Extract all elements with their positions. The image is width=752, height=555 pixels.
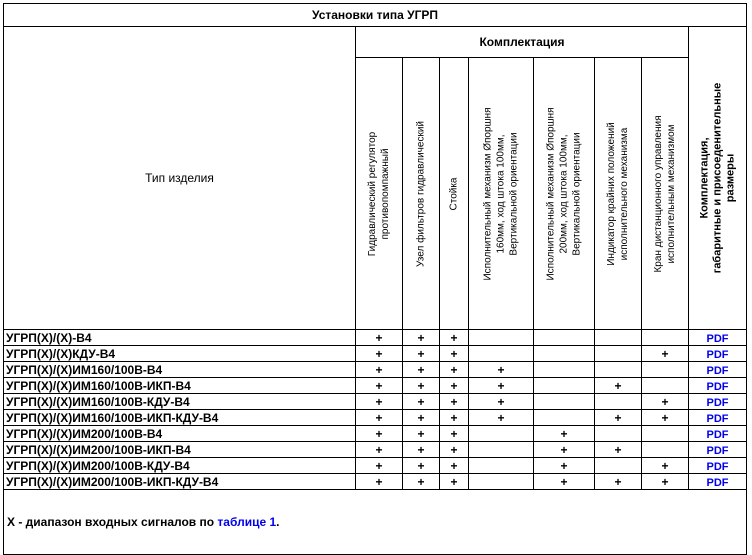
docs-column-label: Комплектация, габаритные и присоеденительные размеры <box>698 82 736 274</box>
table-1-link[interactable]: таблице 1 <box>217 515 277 529</box>
included-mark <box>595 330 642 346</box>
included-mark: + <box>356 346 403 362</box>
included-mark <box>642 362 689 378</box>
pdf-link[interactable]: PDF <box>706 460 729 473</box>
pdf-cell <box>689 378 747 394</box>
included-mark: + <box>440 330 469 346</box>
product-type-header: Тип изделия <box>4 27 356 330</box>
pdf-cell <box>689 442 747 458</box>
column-header-stand <box>440 58 469 330</box>
included-mark: + <box>642 410 689 426</box>
pdf-link[interactable]: PDF <box>706 412 729 425</box>
pdf-link[interactable]: PDF <box>706 444 729 457</box>
table-row <box>4 378 747 394</box>
table-row <box>4 474 747 490</box>
included-mark <box>469 426 534 442</box>
included-mark <box>595 346 642 362</box>
table-title: Установки типа УГРП <box>4 4 747 27</box>
column-header-label: Кран дистанционного управления исполнительным механизмом <box>653 115 677 273</box>
included-mark: + <box>356 378 403 394</box>
included-mark <box>534 394 595 410</box>
included-mark: + <box>356 394 403 410</box>
pdf-cell <box>689 362 747 378</box>
included-mark: + <box>642 474 689 490</box>
table-row <box>4 410 747 426</box>
included-mark <box>534 362 595 378</box>
column-header-label: Стойка <box>448 177 460 210</box>
included-mark <box>469 474 534 490</box>
product-type-name: УГРП(Х)/(Х)ИМ160/100В-В4 <box>4 362 356 378</box>
included-mark: + <box>356 410 403 426</box>
table-row <box>4 426 747 442</box>
included-mark: + <box>403 458 440 474</box>
table-row <box>4 362 747 378</box>
pdf-cell <box>689 458 747 474</box>
column-header-label: Исполнительный механизм Øпоршня 160мм, ход штока 100мм, Вертикальной ориентации <box>482 107 520 280</box>
included-mark <box>595 426 642 442</box>
table-row <box>4 330 747 346</box>
column-header-remote-valve <box>642 58 689 330</box>
pdf-link[interactable]: PDF <box>706 428 729 441</box>
footnote <box>4 490 747 555</box>
table-row <box>4 346 747 362</box>
product-type-name: УГРП(Х)/(Х)ИМ160/100В-ИКП-В4 <box>4 378 356 394</box>
included-mark <box>534 346 595 362</box>
pdf-link[interactable]: PDF <box>706 476 729 489</box>
product-type-name: УГРП(Х)/(Х)ИМ200/100В-КДУ-В4 <box>4 458 356 474</box>
included-mark <box>469 330 534 346</box>
included-mark: + <box>534 458 595 474</box>
pdf-cell <box>689 346 747 362</box>
included-mark: + <box>440 346 469 362</box>
included-mark <box>534 410 595 426</box>
included-mark: + <box>356 458 403 474</box>
included-mark: + <box>440 410 469 426</box>
included-mark <box>595 458 642 474</box>
installations-table <box>3 3 747 555</box>
included-mark: + <box>534 474 595 490</box>
column-header-regulator <box>356 58 403 330</box>
included-mark: + <box>356 426 403 442</box>
included-mark: + <box>440 362 469 378</box>
pdf-cell <box>689 330 747 346</box>
included-mark: + <box>403 362 440 378</box>
included-mark <box>469 442 534 458</box>
included-mark: + <box>469 362 534 378</box>
included-mark: + <box>356 330 403 346</box>
included-mark: + <box>469 394 534 410</box>
included-mark <box>534 378 595 394</box>
included-mark: + <box>595 378 642 394</box>
included-mark: + <box>642 346 689 362</box>
included-mark: + <box>642 458 689 474</box>
included-mark: + <box>440 458 469 474</box>
included-mark <box>534 330 595 346</box>
included-mark <box>642 426 689 442</box>
included-mark: + <box>403 474 440 490</box>
included-mark: + <box>595 442 642 458</box>
included-mark: + <box>403 346 440 362</box>
included-mark <box>595 362 642 378</box>
pdf-link[interactable]: PDF <box>706 364 729 377</box>
included-mark: + <box>440 426 469 442</box>
included-mark: + <box>403 442 440 458</box>
column-header-label: Узел фильтров гидравлический <box>415 120 427 267</box>
column-header-label: Гидравлический регулятор противопомпажный <box>367 131 391 256</box>
included-mark: + <box>440 378 469 394</box>
product-type-name: УГРП(Х)/(Х)ИМ200/100В-ИКП-В4 <box>4 442 356 458</box>
included-mark <box>642 442 689 458</box>
pdf-cell <box>689 410 747 426</box>
included-mark: + <box>403 410 440 426</box>
included-mark: + <box>534 426 595 442</box>
included-mark: + <box>595 410 642 426</box>
column-header-actuator-200 <box>534 58 595 330</box>
included-mark: + <box>440 394 469 410</box>
included-mark: + <box>403 330 440 346</box>
included-mark: + <box>440 474 469 490</box>
column-header-actuator-160 <box>469 58 534 330</box>
included-mark: + <box>595 474 642 490</box>
included-mark: + <box>534 442 595 458</box>
included-mark <box>469 346 534 362</box>
pdf-cell <box>689 426 747 442</box>
included-mark: + <box>642 394 689 410</box>
table-row <box>4 442 747 458</box>
pdf-cell <box>689 474 747 490</box>
product-type-name: УГРП(Х)/(Х)ИМ160/100В-ИКП-КДУ-В4 <box>4 410 356 426</box>
included-mark: + <box>469 378 534 394</box>
included-mark <box>595 394 642 410</box>
pdf-link[interactable]: PDF <box>706 380 729 393</box>
footnote-text: Х - диапазон входных сигналов по <box>7 515 218 529</box>
column-header-filter-unit <box>403 58 440 330</box>
table-row <box>4 394 747 410</box>
product-type-name: УГРП(Х)/(Х)КДУ-В4 <box>4 346 356 362</box>
included-mark <box>642 330 689 346</box>
included-mark: + <box>356 362 403 378</box>
included-mark: + <box>403 378 440 394</box>
included-mark: + <box>403 394 440 410</box>
pdf-link[interactable]: PDF <box>706 348 729 361</box>
included-mark <box>642 378 689 394</box>
included-mark: + <box>440 442 469 458</box>
pdf-link[interactable]: PDF <box>706 332 729 345</box>
footer-row <box>4 490 747 555</box>
included-mark: + <box>356 442 403 458</box>
docs-column-header <box>689 27 747 330</box>
column-header-position-indicator <box>595 58 642 330</box>
column-header-label: Индикатор крайних положений исполнительного механизма <box>606 121 630 266</box>
column-header-label: Исполнительный механизм Øпоршня 200мм, ход штока 100мм, Вертикальной ориентации <box>545 107 583 280</box>
product-type-name: УГРП(Х)/(Х)-В4 <box>4 330 356 346</box>
included-mark <box>469 458 534 474</box>
pdf-link[interactable]: PDF <box>706 396 729 409</box>
table-row <box>4 458 747 474</box>
included-mark: + <box>356 474 403 490</box>
product-type-name: УГРП(Х)/(Х)ИМ160/100В-КДУ-В4 <box>4 394 356 410</box>
product-type-name: УГРП(Х)/(Х)ИМ200/100В-ИКП-КДУ-В4 <box>4 474 356 490</box>
included-mark: + <box>403 426 440 442</box>
footnote-end: . <box>276 515 280 529</box>
equipment-group-header: Комплектация <box>356 27 689 58</box>
included-mark: + <box>469 410 534 426</box>
pdf-cell <box>689 394 747 410</box>
product-type-name: УГРП(Х)/(Х)ИМ200/100В-В4 <box>4 426 356 442</box>
